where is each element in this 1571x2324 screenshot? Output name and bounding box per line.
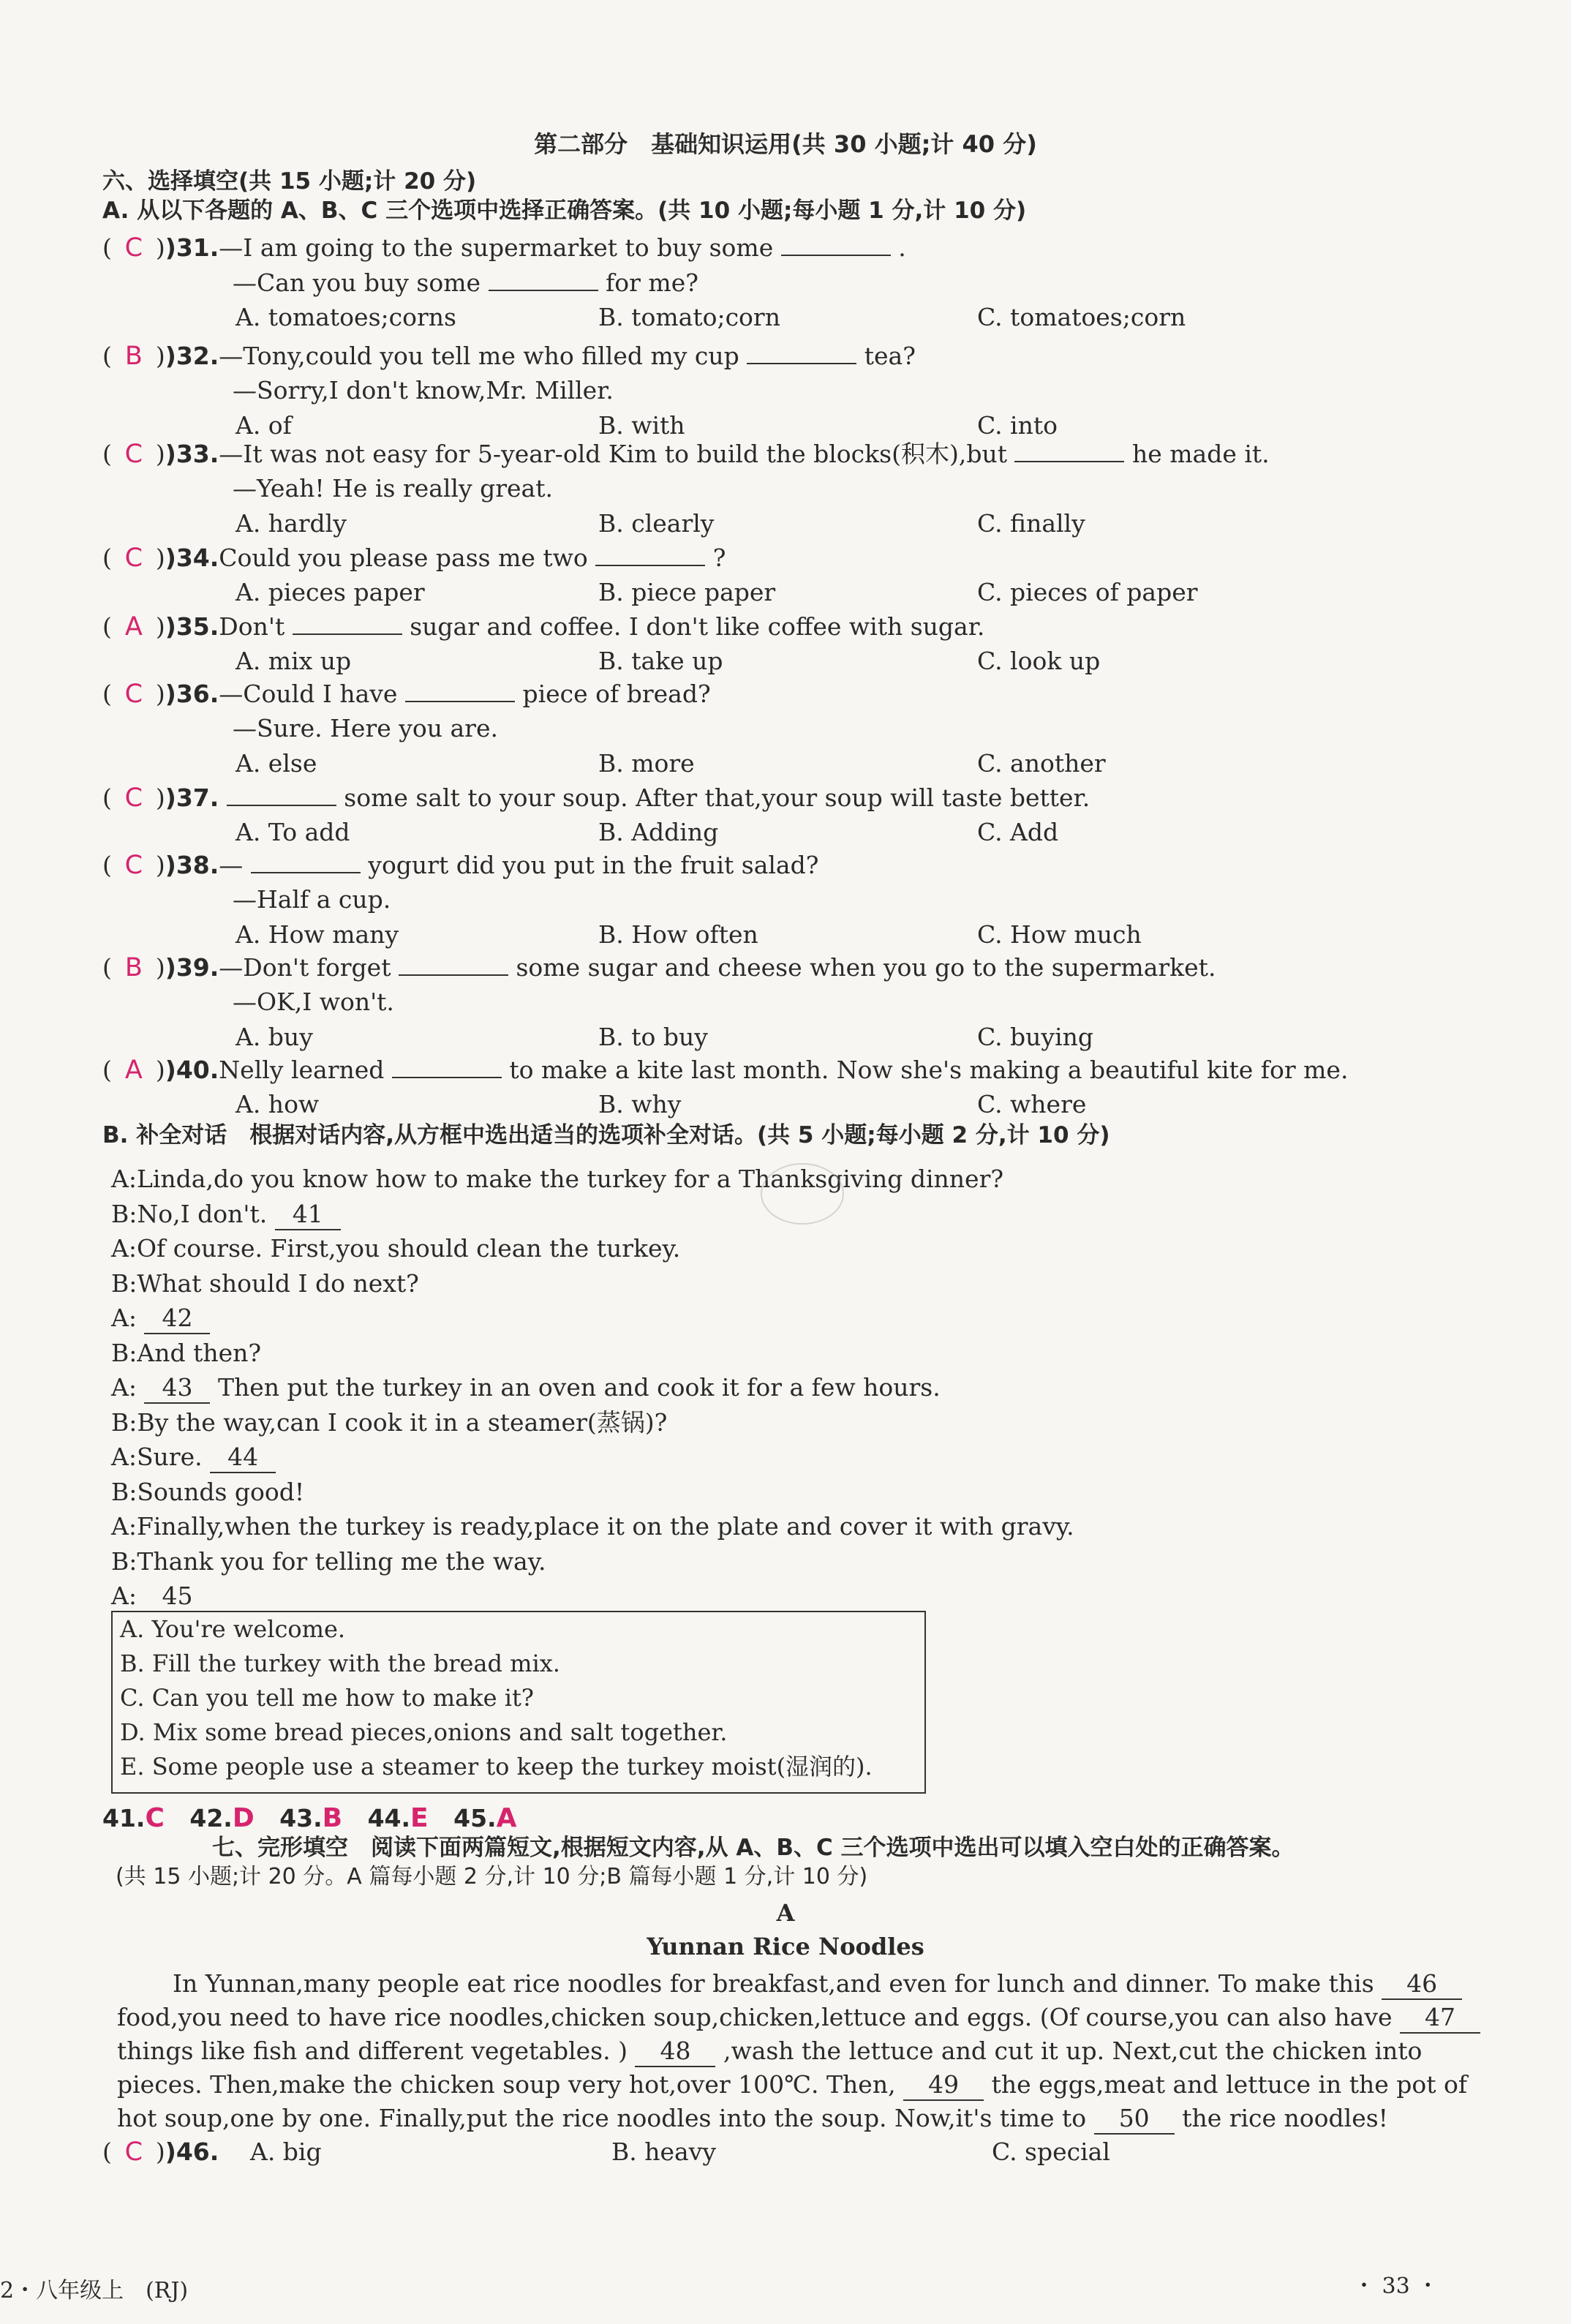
dialogue-text: B:Thank you for telling me the way. bbox=[111, 1546, 546, 1576]
question-line2 bbox=[233, 714, 498, 743]
section6-a-title: A. 从以下各题的 A、B、C 三个选项中选择正确答案。(共 10 小题;每小题 1 分,计 10 分) bbox=[102, 198, 1027, 224]
passage-after: the eggs,meat and lettuce in the pot of bbox=[991, 2070, 1468, 2099]
stem-after: he made it. bbox=[1131, 440, 1270, 468]
option-b: B. Adding bbox=[598, 818, 719, 846]
stem-text: —Don't forget bbox=[219, 953, 391, 982]
part-title: 第二部分 基础知识运用(共 30 小题;计 40 分) bbox=[534, 130, 1037, 158]
option-a: A. To add bbox=[236, 818, 350, 846]
answer-mark: A bbox=[124, 612, 143, 642]
option-c: C. pieces of paper bbox=[977, 578, 1198, 606]
option-b: B. clearly bbox=[598, 509, 715, 538]
option-a: A. buy bbox=[236, 1023, 313, 1051]
option-c: C. How much bbox=[977, 920, 1142, 949]
answer-key-row bbox=[102, 1804, 516, 1833]
dialogue-text: A: bbox=[111, 1582, 137, 1610]
dialogue-after: Then put the turkey in an oven and cook it for a few hours. bbox=[217, 1373, 941, 1402]
question-number: )35. bbox=[165, 612, 219, 641]
question-number: )40. bbox=[165, 1056, 219, 1084]
section7-subtitle: (共 15 小题;计 20 分。A 篇每小题 2 分,计 10 分;B 篇每小题 1 分,计 10 分) bbox=[116, 1864, 868, 1889]
box-option: C. Can you tell me how to make it? bbox=[120, 1684, 534, 1712]
question-number: )31. bbox=[165, 233, 219, 262]
dialogue-blank[interactable]: 45 bbox=[144, 1582, 210, 1612]
key-num: 41. bbox=[102, 1804, 146, 1832]
passage-blank[interactable]: 46 bbox=[1382, 1969, 1462, 2000]
watermark-stamp bbox=[761, 1163, 844, 1225]
dialogue-text: A:Of course. First,you should clean the turkey. bbox=[111, 1234, 681, 1263]
dialogue-text: B:Sounds good! bbox=[111, 1477, 305, 1506]
answer-blank[interactable] bbox=[392, 1055, 502, 1078]
option-b: B. tomato;corn bbox=[598, 303, 780, 331]
dialogue-line bbox=[111, 1512, 1074, 1541]
option-c: C. special bbox=[992, 2137, 1110, 2166]
passage-blank[interactable]: 47 bbox=[1400, 2003, 1480, 2034]
option-a: A. How many bbox=[236, 920, 399, 949]
option-b: B. heavy bbox=[611, 2137, 716, 2166]
answer-blank[interactable] bbox=[405, 679, 515, 702]
option-a: A. mix up bbox=[236, 647, 352, 675]
question-number: )36. bbox=[165, 680, 219, 708]
question-line2 bbox=[233, 885, 391, 914]
passage-text: hot soup,one by one. Finally,put the rice noodles into the soup. Now,it's time to bbox=[117, 2104, 1087, 2132]
question-stem: ( C ))37. some salt to your soup. After that,your soup will taste better. bbox=[102, 783, 1090, 813]
passage-text: food,you need to have rice noodles,chicken soup,chicken,lettuce and eggs. (Of course,you can also have bbox=[117, 2003, 1393, 2031]
answer-blank[interactable] bbox=[489, 268, 598, 291]
answer-blank[interactable] bbox=[399, 952, 508, 976]
stem-text: Nelly learned bbox=[219, 1056, 385, 1084]
stem-after: some salt to your soup. After that,your soup will taste better. bbox=[344, 783, 1090, 812]
options-box bbox=[111, 1611, 926, 1794]
answer-mark: C bbox=[124, 440, 143, 469]
line2-text: —Sorry,I don't know,Mr. Miller. bbox=[233, 376, 614, 405]
line2-text: —Yeah! He is really great. bbox=[233, 474, 553, 503]
dialogue-text: A: bbox=[111, 1373, 137, 1402]
stem-text: —It was not easy for 5-year-old Kim to build the blocks(积木),but bbox=[219, 440, 1007, 468]
answer-mark: C bbox=[124, 680, 143, 709]
stem-after: sugar and coffee. I don't like coffee with sugar. bbox=[410, 612, 985, 641]
dialogue-blank[interactable]: 42 bbox=[144, 1304, 210, 1334]
key-num: 43. bbox=[279, 1804, 323, 1832]
option-a: A. hardly bbox=[236, 509, 347, 538]
option-b: B. with bbox=[598, 411, 685, 440]
stem-text: Don't bbox=[219, 612, 285, 641]
dialogue-line bbox=[111, 1408, 667, 1437]
option-a: A. else bbox=[236, 749, 317, 778]
dialogue-blank[interactable]: 44 bbox=[210, 1443, 276, 1473]
question-number: )46. bbox=[165, 2137, 219, 2166]
option-c: C. Add bbox=[977, 818, 1059, 846]
option-a: A. of bbox=[236, 411, 292, 440]
answer-blank[interactable] bbox=[227, 783, 336, 806]
dialogue-line bbox=[111, 1547, 546, 1576]
dialogue-blank[interactable]: 41 bbox=[275, 1200, 341, 1230]
option-b: B. why bbox=[598, 1090, 682, 1118]
dialogue-line bbox=[111, 1443, 276, 1473]
stem-after: piece of bread? bbox=[522, 680, 711, 708]
dialogue-line bbox=[111, 1339, 261, 1368]
box-option: D. Mix some bread pieces,onions and salt together. bbox=[120, 1718, 728, 1746]
stem-after: yogurt did you put in the fruit salad? bbox=[368, 851, 819, 879]
answer-mark: B bbox=[124, 953, 143, 982]
passage-after: ,wash the lettuce and cut it up. Next,cut the chicken into bbox=[723, 2037, 1423, 2065]
option-a: A. big bbox=[250, 2137, 322, 2166]
line2-text: —Sure. Here you are. bbox=[233, 714, 498, 742]
key-answer: B bbox=[322, 1803, 343, 1833]
question-stem: ( C ))33.—It was not easy for 5-year-old Kim to build the blocks(积木),but he made it. bbox=[102, 440, 1270, 469]
question-stem: ( B ))32.—Tony,could you tell me who filled my cup tea? bbox=[102, 342, 916, 371]
option-a: A. tomatoes;corns bbox=[236, 303, 456, 331]
passage-line bbox=[173, 1969, 1462, 2000]
dialogue-line bbox=[111, 1373, 941, 1404]
page-number: ・ 33 ・ bbox=[1353, 2274, 1439, 2299]
key-num: 45. bbox=[453, 1804, 497, 1832]
dialogue-text: B:And then? bbox=[111, 1338, 262, 1367]
dialogue-line bbox=[111, 1478, 304, 1507]
passage-line bbox=[117, 2037, 1422, 2067]
question-number: )37. bbox=[165, 783, 219, 812]
option-c: C. finally bbox=[977, 509, 1085, 538]
passage-title: Yunnan Rice Noodles bbox=[647, 1933, 924, 1960]
question-stem: ( A ))40.Nelly learned to make a kite last month. Now she's making a beautiful kite for me. bbox=[102, 1056, 1349, 1085]
line2-after: for me? bbox=[606, 268, 698, 297]
stem-after: some sugar and cheese when you go to the supermarket. bbox=[516, 953, 1216, 982]
question-line2 bbox=[233, 268, 698, 298]
key-answer: A bbox=[496, 1803, 517, 1833]
question-number: )34. bbox=[165, 544, 219, 572]
dialogue-blank[interactable]: 43 bbox=[144, 1373, 210, 1404]
stem-text: — bbox=[219, 851, 244, 879]
question-number: )38. bbox=[165, 851, 219, 879]
question-46: ( C ))46. bbox=[102, 2137, 219, 2167]
question-stem: ( C ))34.Could you please pass me two ? bbox=[102, 544, 726, 573]
stem-text: —Could I have bbox=[219, 680, 398, 708]
question-stem: ( A ))35.Don't sugar and coffee. I don't like coffee with sugar. bbox=[102, 612, 985, 642]
stem-after: ? bbox=[712, 544, 726, 572]
answer-mark: C bbox=[124, 2137, 143, 2167]
question-line2 bbox=[233, 988, 394, 1017]
answer-blank[interactable] bbox=[595, 543, 705, 566]
answer-blank[interactable] bbox=[293, 612, 402, 635]
answer-mark: C bbox=[124, 544, 143, 573]
answer-blank[interactable] bbox=[1014, 439, 1124, 462]
option-c: C. into bbox=[977, 411, 1058, 440]
answer-mark: C bbox=[124, 233, 143, 263]
section7-title: 七、完形填空 阅读下面两篇短文,根据短文内容,从 A、B、C 三个选项中选出可以填入空白处的正确答案。 bbox=[212, 1835, 1295, 1861]
option-b: B. to buy bbox=[598, 1023, 708, 1051]
stem-text: —Tony,could you tell me who filled my cup bbox=[219, 342, 739, 370]
dialogue-line bbox=[111, 1269, 419, 1298]
option-a: A. pieces paper bbox=[236, 578, 425, 606]
answer-mark: A bbox=[124, 1056, 143, 1085]
passage-label: A bbox=[776, 1899, 795, 1927]
option-b: B. more bbox=[598, 749, 695, 778]
passage-after: the rice noodles! bbox=[1182, 2104, 1388, 2132]
key-num: 42. bbox=[189, 1804, 233, 1832]
dialogue-text: A:Linda,do you know how to make the turkey for a Thanksgiving dinner? bbox=[111, 1165, 1004, 1193]
option-b: B. take up bbox=[598, 647, 723, 675]
dialogue-line bbox=[111, 1200, 341, 1230]
dialogue-text: B:No,I don't. bbox=[111, 1199, 268, 1228]
dialogue-line bbox=[111, 1165, 1003, 1194]
passage-text: In Yunnan,many people eat rice noodles for breakfast,and even for lunch and dinner. To make this bbox=[173, 1969, 1374, 1998]
answer-blank[interactable] bbox=[251, 850, 361, 873]
option-c: C. buying bbox=[977, 1023, 1094, 1051]
key-num: 44. bbox=[367, 1804, 411, 1832]
answer-blank[interactable] bbox=[781, 233, 891, 256]
question-number: )39. bbox=[165, 953, 219, 982]
question-line2 bbox=[233, 474, 553, 503]
question-stem: ( C ))31.—I am going to the supermarket to buy some . bbox=[102, 233, 906, 263]
dialogue-line bbox=[111, 1234, 680, 1263]
dialogue-text: A:Finally,when the turkey is ready,place it on the plate and cover it with gravy. bbox=[111, 1512, 1074, 1541]
dialogue-text: A:Sure. bbox=[111, 1443, 203, 1471]
question-number: )32. bbox=[165, 342, 219, 370]
passage-blank[interactable]: 49 bbox=[903, 2070, 984, 2101]
stem-text: —I am going to the supermarket to buy some bbox=[219, 233, 774, 262]
option-c: C. another bbox=[977, 749, 1106, 778]
key-answer: D bbox=[232, 1803, 255, 1833]
stem-after: . bbox=[898, 233, 906, 262]
dialogue-text: B:What should I do next? bbox=[111, 1268, 419, 1298]
question-line2 bbox=[233, 376, 614, 405]
dialogue-text: A: bbox=[111, 1304, 137, 1332]
answer-mark: C bbox=[124, 783, 143, 813]
dialogue-text: B:By the way,can I cook it in a steamer(蒸锅)? bbox=[111, 1407, 668, 1437]
box-option: A. You're welcome. bbox=[120, 1615, 346, 1643]
option-c: C. where bbox=[977, 1090, 1087, 1118]
passage-line bbox=[117, 2104, 1388, 2135]
passage-text: pieces. Then,make the chicken soup very hot,over 100℃. Then, bbox=[117, 2070, 896, 2099]
dialogue-line bbox=[111, 1582, 210, 1612]
answer-blank[interactable] bbox=[747, 341, 856, 364]
option-b: B. piece paper bbox=[598, 578, 776, 606]
stem-text: Could you please pass me two bbox=[219, 544, 588, 572]
answer-mark: C bbox=[124, 851, 143, 880]
question-stem: ( B ))39.—Don't forget some sugar and cheese when you go to the supermarket. bbox=[102, 953, 1216, 982]
line2-text: —Half a cup. bbox=[233, 885, 391, 914]
footer-left: 2・八年级上 (RJ) bbox=[0, 2278, 189, 2304]
section6-b-title: B. 补全对话 根据对话内容,从方框中选出适当的选项补全对话。(共 5 小题;每小题 2 分,计 10 分) bbox=[102, 1122, 1110, 1148]
passage-blank[interactable]: 48 bbox=[635, 2037, 715, 2067]
section6-title: 六、选择填空(共 15 小题;计 20 分) bbox=[102, 168, 477, 195]
key-answer: E bbox=[410, 1803, 429, 1833]
option-c: C. tomatoes;corn bbox=[977, 303, 1186, 331]
key-answer: C bbox=[145, 1803, 165, 1833]
option-b: B. How often bbox=[598, 920, 758, 949]
line2-text: —Can you buy some bbox=[233, 268, 481, 297]
box-option: E. Some people use a steamer to keep the turkey moist(湿润的). bbox=[120, 1753, 873, 1780]
question-stem: ( C ))38.— yogurt did you put in the fruit salad? bbox=[102, 851, 819, 880]
dialogue-line bbox=[111, 1304, 210, 1334]
option-a: A. how bbox=[236, 1090, 320, 1118]
passage-line bbox=[117, 2070, 1467, 2101]
passage-text: things like fish and different vegetables. ) bbox=[117, 2037, 628, 2065]
stem-after: tea? bbox=[864, 342, 916, 370]
stem-after: to make a kite last month. Now she's making a beautiful kite for me. bbox=[509, 1056, 1349, 1084]
question-number: )33. bbox=[165, 440, 219, 468]
box-option: B. Fill the turkey with the bread mix. bbox=[120, 1650, 560, 1677]
line2-text: —OK,I won't. bbox=[233, 988, 394, 1016]
passage-blank[interactable]: 50 bbox=[1094, 2104, 1175, 2135]
question-stem: ( C ))36.—Could I have piece of bread? bbox=[102, 680, 711, 709]
answer-mark: B bbox=[124, 342, 143, 371]
option-c: C. look up bbox=[977, 647, 1101, 675]
passage-line bbox=[117, 2003, 1480, 2034]
